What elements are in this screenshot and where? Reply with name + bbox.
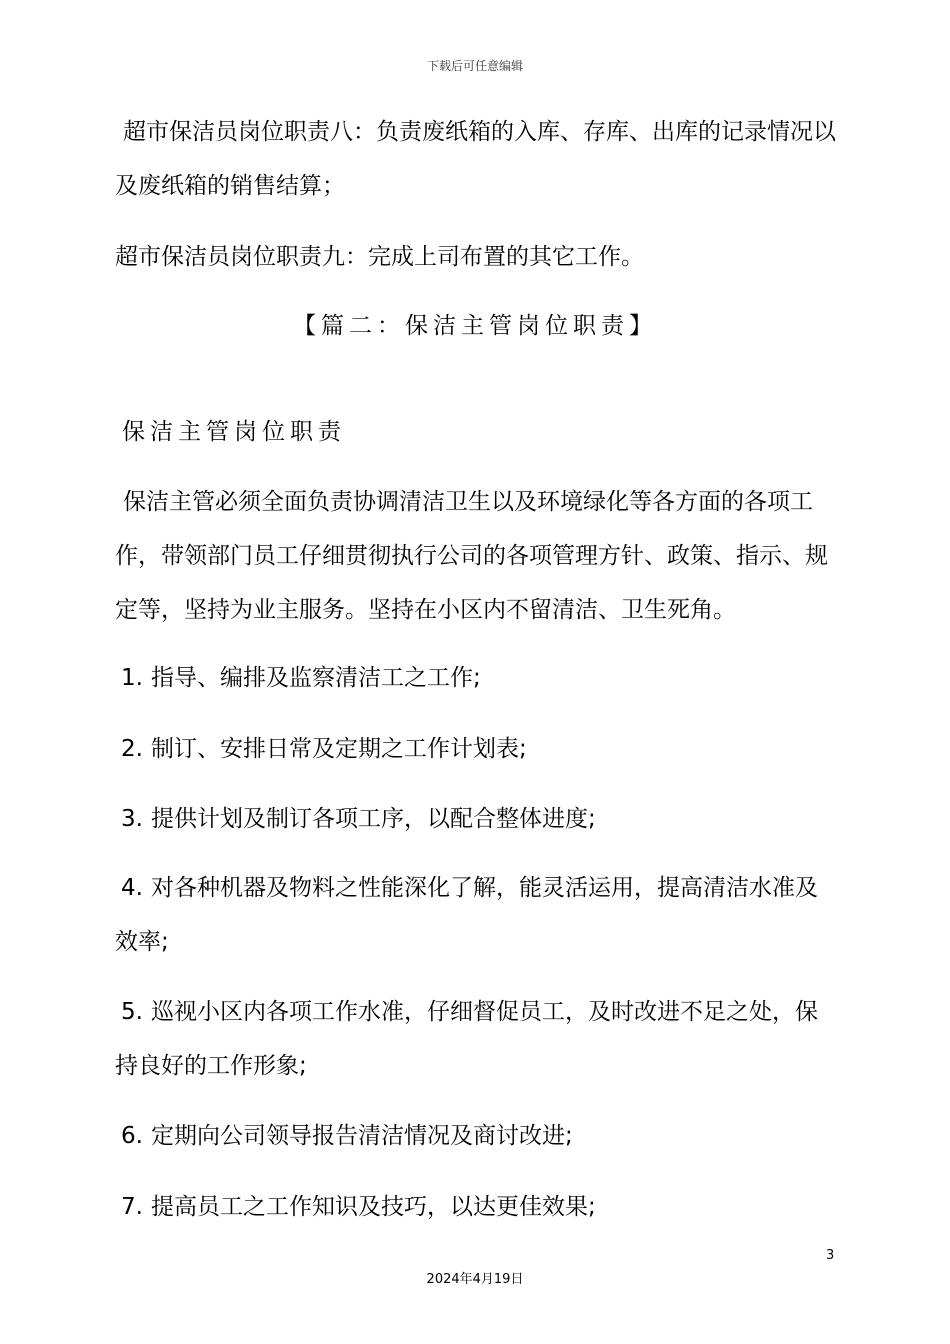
section-subheading: 保洁主管岗位职责: [122, 419, 346, 445]
list-item: [115, 985, 837, 1093]
section-title: 【篇二：保洁主管岗位职责】: [293, 313, 657, 339]
list-item-text: 提供计划及制订各项工序，以配合整体进度;: [150, 806, 596, 832]
footer-date: 2024年4月19日: [426, 1272, 524, 1287]
list-item-number: 6.: [121, 1123, 143, 1149]
list-item-text: 对各种机器及物料之性能深化了解，能灵活运用，提高清洁水准及效率;: [115, 875, 818, 955]
list-item-text: 提高员工之工作知识及技巧，以达更佳效果;: [150, 1194, 596, 1220]
duty-eight-paragraph: 超市保洁员岗位职责八：负责废纸箱的入库、存库、出库的记录情况以及废纸箱的销售结算；: [115, 119, 836, 199]
list-item: [115, 722, 837, 776]
list-item-number: 5.: [121, 999, 143, 1025]
list-item: [115, 1180, 837, 1234]
list-item-text: 制订、安排日常及定期之工作计划表;: [150, 736, 527, 762]
page-number: 3: [826, 1248, 835, 1263]
list-item-number: 1.: [121, 665, 143, 691]
list-item-text: 定期向公司领导报告清洁情况及商讨改进;: [150, 1123, 573, 1149]
duty-nine-paragraph: 超市保洁员岗位职责九：完成上司布置的其它工作。: [115, 244, 644, 270]
list-item: [115, 651, 837, 705]
list-item-number: 2.: [121, 736, 143, 762]
list-item-number: 3.: [121, 806, 143, 832]
list-item: [115, 792, 837, 846]
list-item: [115, 861, 837, 969]
page-header-note: 下载后可任意编辑: [426, 59, 523, 73]
list-item-text: 指导、编排及监察清洁工之工作;: [150, 665, 481, 691]
list-item-text: 巡视小区内各项工作水准，仔细督促员工，及时改进不足之处，保持良好的工作形象;: [115, 999, 818, 1079]
list-item-number: 7.: [121, 1194, 143, 1220]
intro-paragraph: 保洁主管必须全面负责协调清洁卫生以及环境绿化等各方面的各项工作，带领部门员工仔细贯彻执行公司的各项管理方针、政策、指示、规定等，坚持为业主服务。坚持在小区内不留清洁、卫生死角。: [115, 489, 828, 623]
list-item-number: 4.: [121, 875, 143, 901]
list-item: [115, 1109, 837, 1163]
